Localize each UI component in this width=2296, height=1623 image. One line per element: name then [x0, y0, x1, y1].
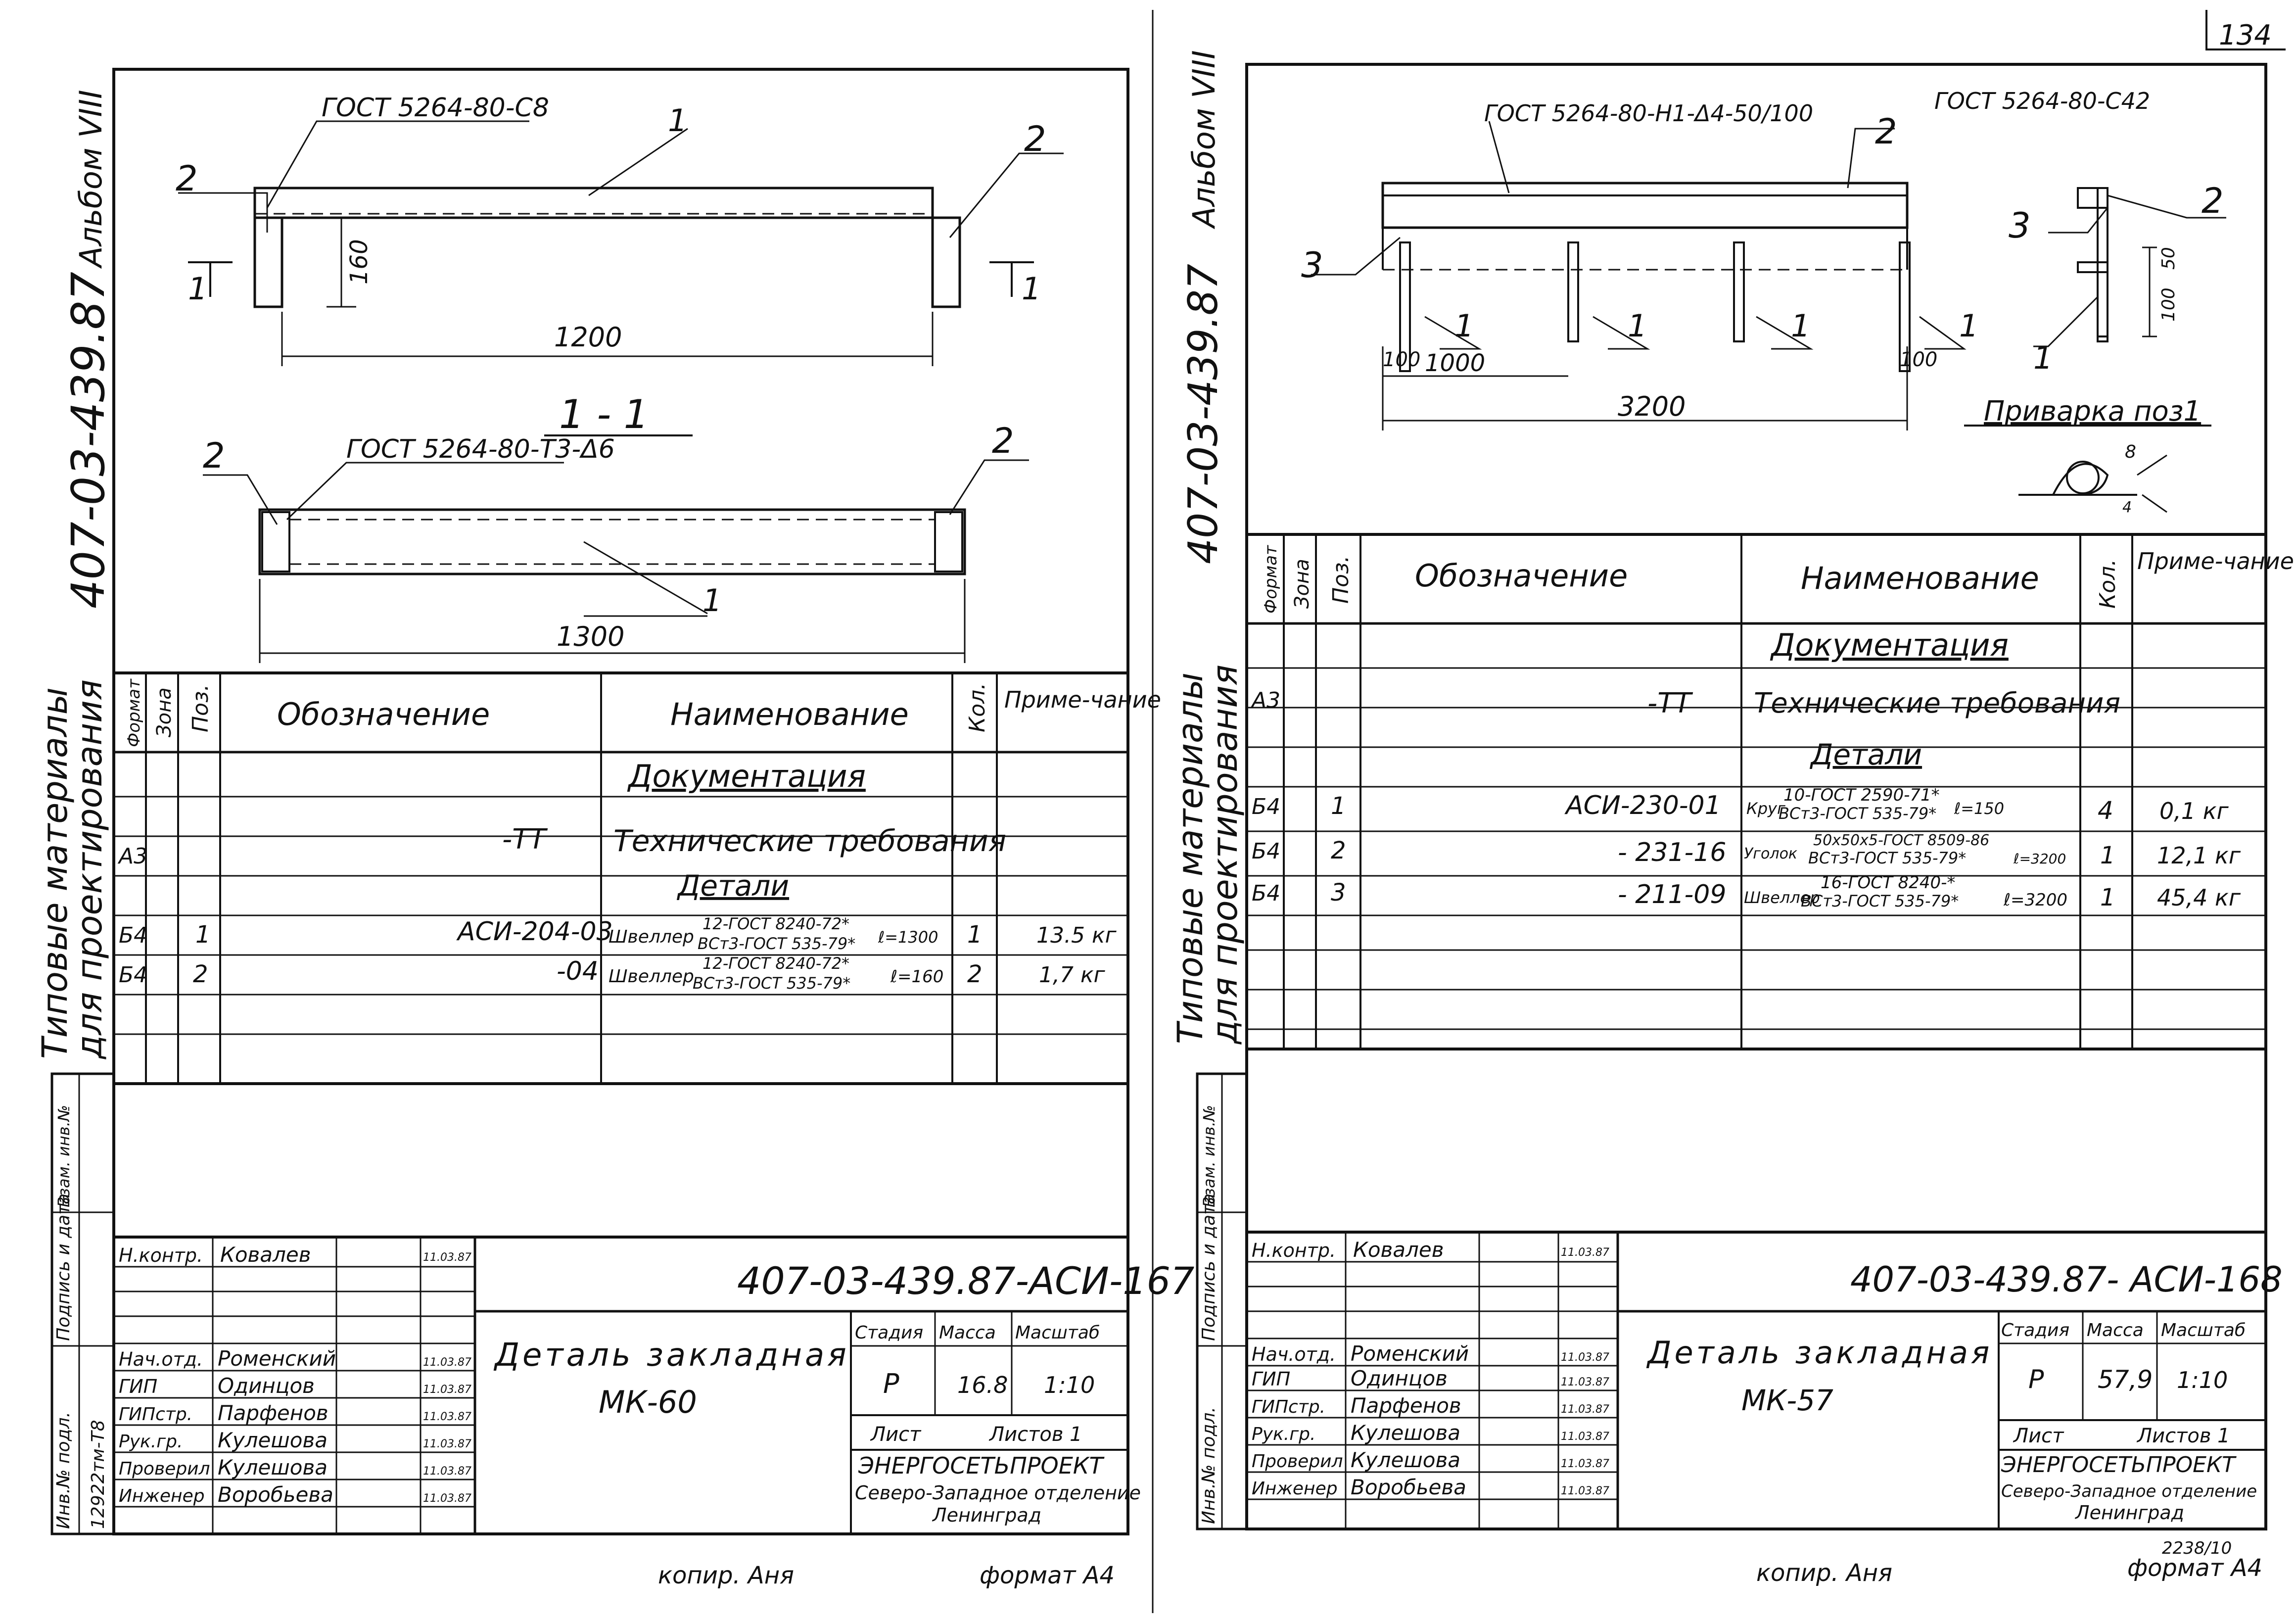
right-r4-qty: 1: [2100, 884, 2115, 911]
right-r2-note: 0,1 кг: [2159, 798, 2229, 824]
left-date-1: 11.03.87: [423, 1251, 471, 1264]
right-mass-h: Масса: [2087, 1320, 2144, 1340]
left-role-ruk: Рук.гр.: [119, 1432, 183, 1452]
left-dim-1200: 1200: [554, 322, 622, 353]
left-sheet: Лист: [871, 1423, 921, 1446]
right-name-inzh: Воробьева: [1351, 1475, 1466, 1499]
right-mass: 57,9: [2098, 1365, 2153, 1394]
left-format: формат А4: [980, 1562, 1115, 1589]
right-pos3-left: 3: [1301, 245, 1323, 286]
left-r2-qty: 1: [967, 921, 983, 949]
left-r1-name: Технические требования: [613, 824, 1006, 859]
right-org3: Ленинград: [2075, 1502, 2184, 1524]
left-date-2: 11.03.87: [423, 1356, 471, 1369]
right-pos1-b: 1: [1628, 308, 1647, 344]
right-r4-note: 45,4 кг: [2157, 884, 2241, 911]
left-section-mark-r: 1: [1022, 271, 1041, 307]
right-role-nach: Нач.отд.: [1252, 1343, 1336, 1365]
left-date-5: 11.03.87: [423, 1438, 471, 1450]
left-org2: Северо-Западное отделение: [855, 1482, 1141, 1504]
right-series-code: 407-03-439.87: [1180, 264, 1227, 564]
right-r2-name-bottom: ВСт3-ГОСТ 535-79*: [1779, 804, 1937, 823]
left-r2-name-a: Швеллер: [609, 927, 694, 947]
right-side-vzam: Взам. инв.№: [1200, 1104, 1218, 1207]
right-r3-designation: - 231-16: [1618, 838, 1727, 867]
right-pos3-sec: 3: [2009, 205, 2031, 246]
right-r2-qty: 4: [2098, 796, 2113, 825]
left-date-7: 11.03.87: [423, 1492, 471, 1505]
right-r2-len: ℓ=150: [1954, 799, 2005, 818]
left-doc-code: 407-03-439.87-АСИ-167: [737, 1259, 1195, 1303]
right-r4-designation: - 211-09: [1618, 880, 1727, 909]
left-name-gip: Одинцов: [218, 1374, 315, 1398]
right-r2-name-a: Круг: [1746, 799, 1785, 818]
right-r3-len: ℓ=3200: [2014, 851, 2066, 867]
right-r1-format: А3: [1252, 688, 1281, 713]
left-dim-height: 160: [345, 239, 373, 285]
right-sheet: Лист: [2014, 1425, 2064, 1447]
left-copy: копир. Аня: [658, 1562, 795, 1589]
left-for-design: для проектирования: [69, 679, 110, 1059]
left-r2-name-top: 12-ГОСТ 8240-72*: [703, 914, 850, 933]
left-h-zone: Зона: [153, 687, 176, 737]
right-r4-len: ℓ=3200: [2004, 890, 2068, 910]
right-name-ruk: Кулешова: [1351, 1421, 1460, 1445]
right-date-3: 11.03.87: [1561, 1376, 1609, 1388]
right-sheet: [1170, 19, 2294, 1587]
right-weld-8: 8: [2125, 442, 2136, 462]
left-dim-1300: 1300: [557, 621, 625, 652]
right-dim-3200: 3200: [1618, 391, 1686, 422]
right-weld-label: Приварка поз1: [1984, 395, 2202, 428]
left-scale-h: Масштаб: [1015, 1323, 1100, 1343]
left-scale: 1:10: [1044, 1372, 1095, 1398]
right-pos1-a: 1: [1454, 308, 1474, 344]
left-side-podpis: Подпись и дата: [53, 1193, 74, 1341]
left-date-3: 11.03.87: [423, 1384, 471, 1396]
left-side-inv: Инв.№ подл.: [53, 1412, 74, 1529]
left-name-nkontr: Ковалев: [220, 1242, 311, 1267]
left-pos2-top-right: 2: [1024, 119, 1046, 159]
left-sheet: [35, 90, 1194, 1590]
left-part-mark: МК-60: [599, 1384, 697, 1420]
right-pos1-d: 1: [1959, 308, 1979, 344]
left-pos2-sec-right: 2: [992, 421, 1014, 461]
left-side-vzam: Взам. инв.№: [54, 1104, 73, 1207]
right-role-ruk: Рук.гр.: [1252, 1424, 1316, 1444]
left-pos1-sec: 1: [703, 582, 722, 619]
right-weld-top: ГОСТ 5264-80-Н1-Δ4-50/100: [1484, 100, 1814, 127]
left-r1-designation: -ТТ: [502, 823, 546, 856]
left-mass: 16.8: [957, 1372, 1008, 1398]
left-section-mark-l: 1: [188, 271, 208, 307]
right-sec-parts: Детали: [1811, 738, 1922, 771]
left-name-inzh: Воробьева: [218, 1482, 333, 1507]
right-name-nach: Роменский: [1351, 1341, 1469, 1366]
left-album-label: Альбом VIII: [73, 90, 109, 267]
right-sheets: Листов 1: [2137, 1425, 2230, 1447]
right-r1-name: Технические требования: [1754, 687, 2121, 719]
right-name-nkontr: Ковалев: [1353, 1238, 1444, 1262]
left-r3-format: Б4: [119, 962, 148, 988]
left-weld-section: ГОСТ 5264-80-Т3-Δ6: [346, 434, 615, 464]
left-pos2-sec-left: 2: [203, 435, 225, 476]
right-date-5: 11.03.87: [1561, 1431, 1609, 1443]
left-typical-materials: Типовые материалы: [35, 687, 75, 1059]
right-r3-pos: 2: [1331, 837, 1346, 864]
left-h-format: Формат: [124, 679, 144, 747]
right-dim-100b: 100: [1900, 348, 1938, 371]
left-section-label: 1 - 1: [559, 391, 649, 437]
left-r3-qty: 2: [967, 960, 983, 988]
left-sheets: Листов 1: [989, 1423, 1082, 1446]
left-h-pos: Поз.: [188, 684, 213, 732]
right-copy: копир. Аня: [1756, 1559, 1893, 1587]
right-r4-pos: 3: [1331, 879, 1346, 907]
left-name-nach: Роменский: [218, 1346, 336, 1371]
right-h-qty: Кол.: [2095, 559, 2120, 609]
right-role-gipstr: ГИПстр.: [1252, 1397, 1326, 1417]
right-dim-1000: 1000: [1425, 349, 1486, 377]
right-dim-100a: 100: [1383, 348, 1421, 371]
right-r1-designation: -ТТ: [1647, 687, 1691, 719]
right-stamp: 2238/10: [2162, 1538, 2232, 1558]
left-org1: ЭНЕРГОСЕТЬПРОЕКТ: [858, 1452, 1103, 1479]
left-r2-format: Б4: [119, 923, 148, 948]
right-for-design: для проектирования: [1205, 665, 1245, 1044]
right-pos1-c: 1: [1791, 308, 1811, 344]
left-stage: Р: [883, 1368, 899, 1399]
right-role-inzh: Инженер: [1252, 1479, 1338, 1499]
left-sec-docs: Документация: [628, 758, 866, 794]
left-r2-designation: АСИ-204-03: [458, 917, 613, 947]
left-sec-parts: Детали: [678, 869, 790, 903]
left-org3: Ленинград: [933, 1504, 1041, 1526]
right-name-gipstr: Парфенов: [1351, 1393, 1461, 1418]
right-date-6: 11.03.87: [1561, 1458, 1609, 1470]
left-r2-name-bottom: ВСт3-ГОСТ 535-79*: [698, 934, 856, 953]
left-h-note: Приме-чание: [1004, 686, 1161, 713]
left-weld-top: ГОСТ 5264-80-С8: [322, 93, 549, 123]
left-r3-name-a: Швеллер: [609, 966, 694, 987]
right-h-note: Приме-чание: [2137, 548, 2294, 574]
right-r3-qty: 1: [2100, 842, 2115, 869]
right-dim-50: 50: [2158, 247, 2179, 270]
right-role-gip: ГИП: [1252, 1368, 1291, 1390]
left-role-nkontr: Н.контр.: [119, 1244, 203, 1266]
left-pos2-top-left: 2: [176, 158, 198, 199]
left-role-gip: ГИП: [119, 1376, 158, 1397]
left-name-prov: Кулешова: [218, 1455, 328, 1480]
right-r4-name-top: 16-ГОСТ 8240-*: [1821, 873, 1956, 893]
right-weld-4: 4: [2122, 499, 2132, 516]
left-name-gipstr: Парфенов: [218, 1401, 328, 1425]
left-r1-format: А3: [119, 844, 148, 869]
left-r3-designation: -04: [557, 956, 599, 986]
right-r4-name-bottom: ВСт3-ГОСТ 535-79*: [1801, 892, 1959, 910]
left-stage-h: Стадия: [855, 1323, 924, 1343]
right-album-label: Альбом VIII: [1186, 50, 1222, 228]
right-dim-100c: 100: [2158, 287, 2179, 322]
left-h-designation: Обозначение: [277, 696, 490, 732]
left-part-name: Деталь закладная: [495, 1337, 849, 1374]
right-r3-name-top: 50x50x5-ГОСТ 8509-86: [1813, 832, 1990, 849]
left-r2-note: 13.5 кг: [1036, 923, 1117, 948]
right-h-format: Формат: [1261, 545, 1281, 614]
right-h-designation: Обозначение: [1415, 558, 1628, 594]
right-r2-name-top: 10-ГОСТ 2590-71*: [1783, 785, 1940, 805]
left-h-qty: Кол.: [965, 682, 990, 732]
right-doc-code: 407-03-439.87- АСИ-168: [1850, 1259, 2283, 1300]
right-stage-h: Стадия: [2001, 1320, 2070, 1340]
right-pos1-sec: 1: [2033, 340, 2053, 376]
right-r2-pos: 1: [1331, 792, 1346, 820]
left-role-inzh: Инженер: [119, 1486, 205, 1506]
right-weld-right: ГОСТ 5264-80-С42: [1934, 88, 2151, 114]
right-date-1: 11.03.87: [1561, 1246, 1609, 1259]
right-r3-name-bottom: ВСт3-ГОСТ 535-79*: [1808, 849, 1967, 867]
right-part-name: Деталь закладная: [1647, 1335, 1993, 1371]
right-format: формат А4: [2127, 1554, 2263, 1582]
left-r3-note: 1,7 кг: [1039, 962, 1105, 988]
left-r2-pos: 1: [195, 921, 211, 949]
right-role-prov: Проверил: [1252, 1451, 1343, 1472]
left-h-name: Наименование: [670, 696, 909, 732]
right-date-7: 11.03.87: [1561, 1485, 1609, 1497]
right-date-4: 11.03.87: [1561, 1403, 1609, 1416]
right-scale-h: Масштаб: [2161, 1320, 2246, 1340]
right-role-nkontr: Н.контр.: [1252, 1240, 1336, 1261]
right-typical-materials: Типовые материалы: [1170, 672, 1211, 1044]
right-r3-note: 12,1 кг: [2157, 842, 2241, 869]
right-pos2-top: 2: [1875, 111, 1897, 152]
right-scale: 1:10: [2177, 1367, 2228, 1393]
right-r4-name-a: Швеллер: [1744, 888, 1820, 907]
right-side-podpis: Подпись и дата: [1199, 1193, 1219, 1341]
right-org2: Северо-Западное отделение: [2001, 1481, 2257, 1501]
right-h-zone: Зона: [1291, 559, 1313, 609]
page-number: 134: [2219, 19, 2272, 51]
right-r3-name-a: Уголок: [1744, 845, 1798, 862]
left-r2-len: ℓ=1300: [878, 928, 938, 947]
right-date-2: 11.03.87: [1561, 1351, 1609, 1364]
right-stage: Р: [2028, 1365, 2044, 1394]
right-name-prov: Кулешова: [1351, 1448, 1460, 1472]
left-date-6: 11.03.87: [423, 1465, 471, 1478]
right-name-gip: Одинцов: [1351, 1366, 1448, 1390]
left-r3-name-bottom: ВСт3-ГОСТ 535-79*: [693, 974, 851, 993]
left-name-ruk: Кулешова: [218, 1428, 328, 1452]
right-part-mark: МК-57: [1741, 1384, 1833, 1417]
left-role-nach: Нач.отд.: [119, 1348, 203, 1370]
left-pos1-top: 1: [668, 102, 688, 139]
left-date-4: 11.03.87: [423, 1411, 471, 1423]
right-h-pos: Поз.: [1328, 555, 1354, 604]
right-pos2-sec: 2: [2202, 181, 2224, 221]
right-r2-format: Б4: [1252, 794, 1281, 819]
right-r4-format: Б4: [1252, 881, 1281, 906]
left-r3-name-top: 12-ГОСТ 8240-72*: [703, 954, 850, 973]
right-side-inv: Инв.№ подл.: [1199, 1407, 1219, 1524]
left-mass-h: Масса: [939, 1323, 996, 1343]
right-h-name: Наименование: [1801, 560, 2039, 596]
right-sec-docs: Документация: [1771, 627, 2009, 663]
left-series-code: 407-03-439.87: [62, 272, 115, 609]
right-org1: ЭНЕРГОСЕТЬПРОЕКТ: [2001, 1452, 2236, 1478]
left-role-prov: Проверил: [119, 1459, 210, 1479]
left-side-inv-no: 12922тм-Т8: [88, 1420, 108, 1529]
left-r3-len: ℓ=160: [890, 967, 944, 987]
left-r3-pos: 2: [193, 960, 208, 988]
right-r2-designation: АСИ-230-01: [1566, 791, 1721, 820]
right-r3-format: Б4: [1252, 839, 1281, 864]
left-role-gipstr: ГИПстр.: [119, 1404, 193, 1425]
